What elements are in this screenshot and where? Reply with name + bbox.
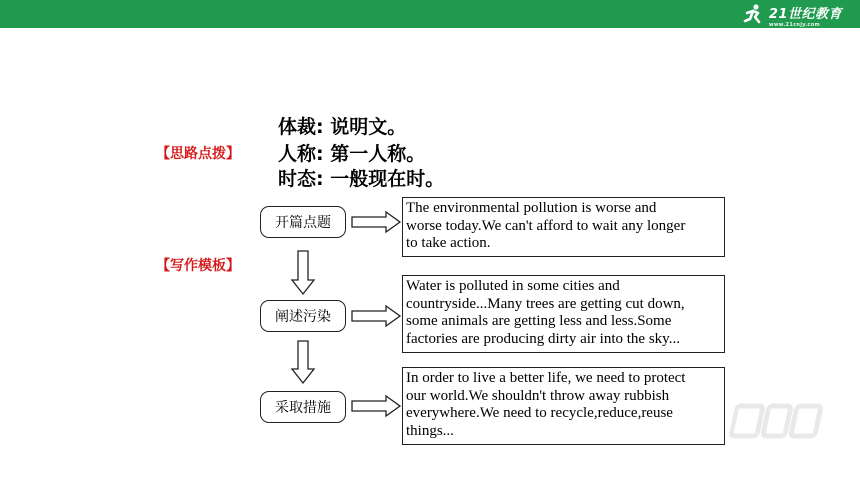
thinking-tips-label: 【思路点拨】	[156, 146, 240, 162]
measures-content-box: In order to live a better life, we need to protect our world.We shouldn't throw away rubbish everywhere.We need to recycle,reduce,reuse things...	[402, 367, 725, 445]
writing-template-label: 【写作模板】	[156, 258, 240, 274]
step-measures-box: 采取措施	[260, 391, 346, 423]
down-arrow-icon	[292, 341, 314, 383]
watermark-logo	[724, 400, 827, 460]
step-pollution-box: 阐述污染	[260, 300, 346, 332]
logo-title: 21世纪教育	[768, 6, 842, 22]
down-arrow-icon	[292, 251, 314, 294]
logo-url: www.21cnjy.com	[768, 21, 821, 28]
right-arrow-icon	[352, 306, 400, 326]
right-arrow-icon	[352, 396, 400, 416]
person-line: 人称: 第一人称。	[278, 143, 426, 165]
tense-line: 时态: 一般现在时。	[278, 168, 445, 190]
right-arrow-icon	[352, 212, 400, 232]
intro-content-box: The environmental pollution is worse and worse today.We can't afford to wait any longer to take action.	[402, 197, 725, 257]
pollution-content-box: Water is polluted in some cities and countryside...Many trees are getting cut down, some animals are getting less and less.Some factories are producing dirty air into the sky...	[402, 275, 725, 353]
watermark-icon	[726, 400, 827, 450]
genre-line: 体裁: 说明文。	[278, 116, 407, 138]
step-intro-box: 开篇点题	[260, 206, 346, 238]
